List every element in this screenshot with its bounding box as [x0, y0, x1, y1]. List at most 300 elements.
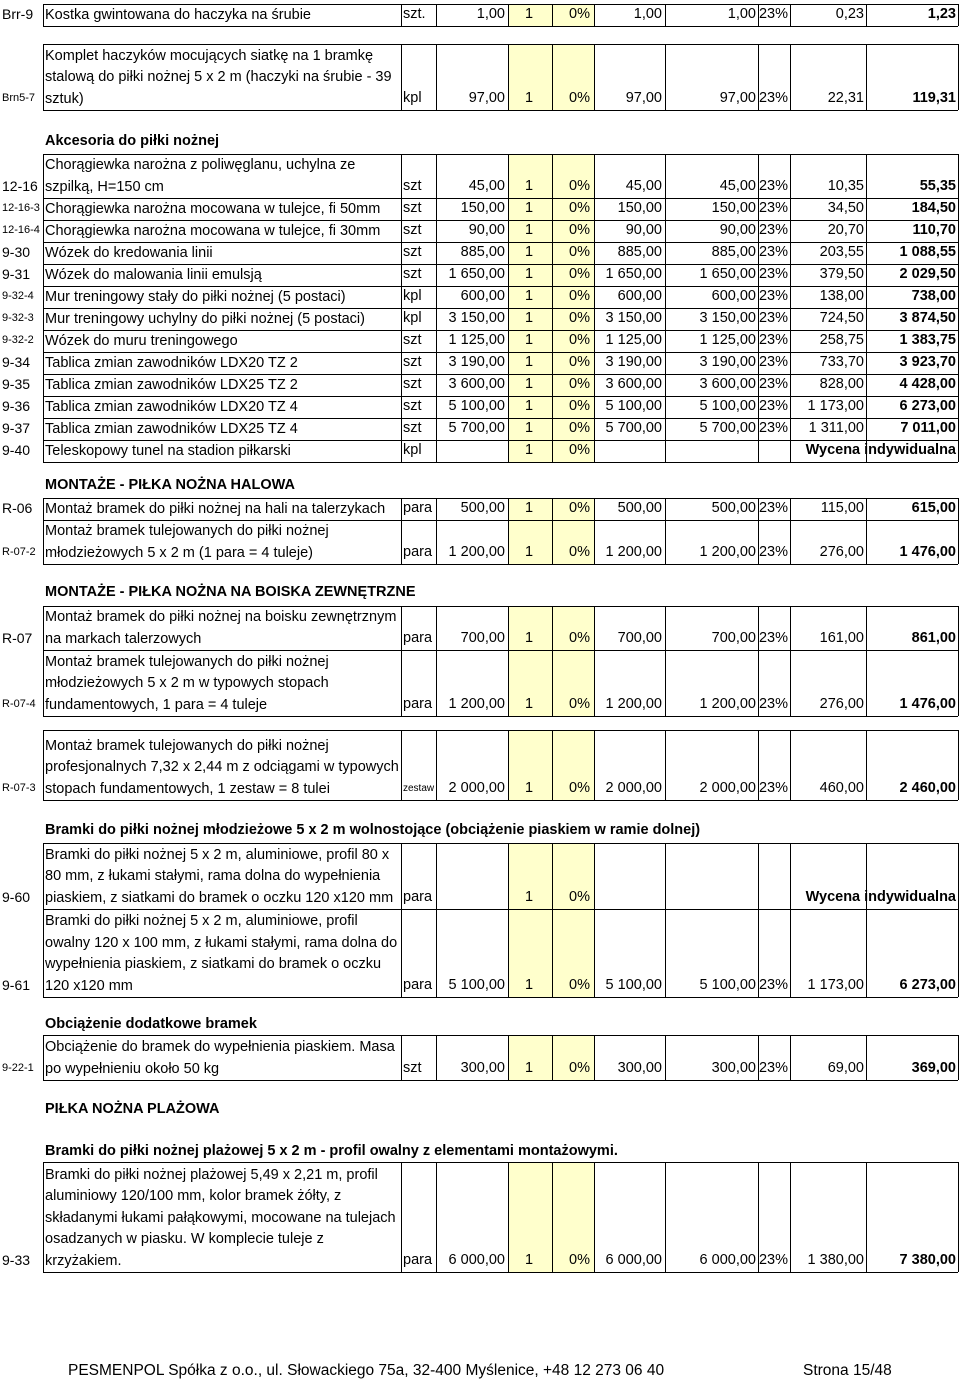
grid-line [43, 26, 958, 27]
item-description: Kostka gwintowana do haczyka na śrubie [45, 6, 311, 23]
grid-line [665, 843, 666, 997]
item-unit: para [403, 630, 433, 646]
table-row [0, 264, 960, 286]
grid-line [594, 606, 595, 716]
quantity: 1 [524, 244, 534, 260]
item-unit: kpl [403, 90, 422, 106]
grid-line [552, 498, 553, 564]
table-row [0, 198, 960, 220]
item-code: R-07 [2, 630, 33, 646]
item-code: 9-34 [2, 354, 31, 370]
item-description: Chorągiewka narożna z poliwęglanu, uchylna ze szpilką, H=150 cm [45, 157, 356, 195]
net-value: 1,00 [727, 6, 756, 22]
item-unit: szt [403, 420, 422, 436]
table-row [0, 220, 960, 242]
item-unit: para [403, 544, 433, 560]
vat-amount: 22,31 [827, 90, 864, 106]
grid-line [594, 498, 595, 564]
grid-line [552, 843, 553, 997]
grid-line [758, 1035, 759, 1080]
quantity: 1 [524, 1060, 534, 1076]
gross-value: 110,70 [912, 222, 956, 238]
grid-line [43, 1162, 958, 1163]
net-value: 500,00 [711, 500, 756, 516]
net-value: 3 600,00 [699, 376, 756, 392]
vat-amount: 733,70 [819, 354, 864, 370]
item-description: Wózek do kredowania linii [45, 244, 213, 261]
net-value: 5 700,00 [699, 420, 756, 436]
gross-value: 119,31 [912, 90, 956, 106]
price-after-discount: 6 000,00 [605, 1252, 662, 1268]
section-heading-youth-goals: Bramki do piłki nożnej młodzieżowe 5 x 2 m wolnostojące (obciążenie piaskiem w ramie dolnej) [45, 822, 701, 838]
grid-line [401, 44, 402, 110]
discount: 0% [569, 288, 590, 304]
price-after-discount: 45,00 [625, 178, 662, 194]
item-unit: szt [403, 354, 422, 370]
item-description: Wózek do malowania linii emulsją [45, 266, 262, 283]
grid-line [401, 1035, 402, 1080]
grid-line [43, 1080, 958, 1081]
vat-rate: 23% [758, 420, 788, 436]
quantity: 1 [524, 696, 534, 712]
item-code: 9-35 [2, 376, 31, 392]
section-heading-accessories: Akcesoria do piłki nożnej [45, 133, 220, 149]
gross-value: 3 874,50 [899, 310, 956, 326]
discount: 0% [569, 6, 590, 22]
net-value: 300,00 [711, 1060, 756, 1076]
grid-line [43, 606, 44, 716]
vat-amount: 138,00 [819, 288, 864, 304]
grid-line [436, 4, 437, 26]
table-row [0, 4, 960, 26]
item-unit: szt [403, 398, 422, 414]
grid-line [43, 520, 958, 521]
unit-price: 1 650,00 [448, 266, 505, 282]
price-after-discount: 1 125,00 [605, 332, 662, 348]
item-unit: kpl [403, 442, 422, 458]
quantity: 1 [524, 977, 534, 993]
grid-line [866, 44, 867, 110]
company-address: PESMENPOL Spółka z o.o., ul. Słowackiego 75a, 32-400 Myślenice, +48 12 273 06 40 [68, 1362, 665, 1379]
unit-price: 150,00 [460, 200, 505, 216]
grid-line [43, 44, 44, 110]
table-row [0, 730, 960, 800]
grid-line [594, 730, 595, 800]
item-code: 9-40 [2, 442, 31, 458]
price-after-discount: 5 700,00 [605, 420, 662, 436]
price-after-discount: 1 650,00 [605, 266, 662, 282]
discount: 0% [569, 544, 590, 560]
item-description: Wózek do muru treningowego [45, 332, 238, 349]
table-row [0, 440, 960, 462]
grid-line [43, 220, 958, 221]
item-description: Komplet haczyków mocujących siatkę na 1 bramkę stalową do piłki nożnej 5 x 2 m (haczyki na śrubie - 39 sztuk) [45, 47, 392, 107]
grid-line [958, 498, 959, 564]
quantity: 1 [524, 310, 534, 326]
grid-line [790, 4, 791, 26]
grid-line [866, 843, 867, 997]
item-description: Bramki do piłki nożnej 5 x 2 m, aluminiowe, profil 80 x 80 mm, z łukami stałymi, rama dolna do wypełnienia piaskiem, z siatkami do bramek o oczku 120 x120 mm [45, 846, 394, 906]
unit-price: 2 000,00 [448, 780, 505, 796]
unit-price: 1 125,00 [448, 332, 505, 348]
quantity: 1 [524, 222, 534, 238]
vat-amount: 115,00 [820, 500, 864, 516]
grid-line [790, 730, 791, 800]
gross-value: 6 273,00 [899, 977, 956, 993]
unit-price: 97,00 [468, 90, 505, 106]
quantity: 1 [524, 1252, 534, 1268]
table-row [0, 44, 960, 110]
grid-line [43, 1035, 958, 1036]
gross-value: 184,50 [911, 200, 956, 216]
grid-line [790, 498, 791, 564]
discount: 0% [569, 500, 590, 516]
table-row [0, 308, 960, 330]
grid-line [958, 606, 959, 716]
grid-line [508, 843, 509, 997]
discount: 0% [569, 266, 590, 282]
gross-value: 738,00 [911, 288, 956, 304]
gross-value: 2 029,50 [899, 266, 956, 282]
discount: 0% [569, 244, 590, 260]
grid-line [790, 606, 791, 716]
gross-value: 861,00 [911, 630, 956, 646]
grid-line [43, 498, 958, 499]
quantity: 1 [524, 376, 534, 392]
gross-value: 1 088,55 [899, 244, 956, 260]
vat-rate: 23% [758, 398, 788, 414]
table-row [0, 606, 960, 650]
grid-line [958, 1035, 959, 1080]
grid-line [401, 4, 402, 26]
grid-line [958, 44, 959, 110]
grid-line [665, 44, 666, 110]
discount: 0% [569, 696, 590, 712]
item-code: 9-22-1 [2, 1062, 34, 1074]
grid-line [758, 4, 759, 26]
price-after-discount: 90,00 [625, 222, 662, 238]
quantity: 1 [524, 266, 534, 282]
item-unit: szt [403, 200, 422, 216]
unit-price: 1 200,00 [448, 696, 505, 712]
net-value: 1 200,00 [699, 696, 756, 712]
unit-price: 5 100,00 [448, 398, 505, 414]
item-code: Brr-9 [2, 6, 34, 22]
price-after-discount: 1 200,00 [605, 544, 662, 560]
grid-line [43, 1035, 44, 1080]
grid-line [43, 154, 958, 155]
price-after-discount: 150,00 [617, 200, 662, 216]
grid-line [43, 44, 958, 45]
item-code: 9-33 [2, 1252, 31, 1268]
price-after-discount: 3 150,00 [605, 310, 662, 326]
vat-rate: 23% [758, 630, 788, 646]
item-code: Brn5-7 [2, 92, 36, 104]
item-code: 12-16-3 [2, 202, 40, 214]
grid-line [594, 44, 595, 110]
quantity: 1 [524, 332, 534, 348]
vat-rate: 23% [758, 500, 788, 516]
grid-line [43, 843, 958, 844]
unit-price: 5 700,00 [448, 420, 505, 436]
item-unit: para [403, 977, 433, 993]
gross-value: 2 460,00 [899, 780, 956, 796]
item-code: R-07-4 [2, 698, 36, 710]
item-unit: szt [403, 376, 422, 392]
item-code: 9-60 [2, 889, 31, 905]
item-unit: para [403, 500, 433, 516]
grid-line [790, 1035, 791, 1080]
grid-line [958, 843, 959, 997]
price-after-discount: 97,00 [625, 90, 662, 106]
discount: 0% [569, 889, 590, 905]
net-value: 5 100,00 [699, 398, 756, 414]
grid-line [508, 730, 509, 800]
item-code: 9-32-3 [2, 312, 34, 324]
gross-value: 615,00 [911, 500, 956, 516]
item-description: Bramki do piłki nożnej plażowej 5,49 x 2,21 m, profil aluminiowy 120/100 mm, kolor bramek żółty, z składanymi łukami pałąkowymi, mocowane na tulejach osadzanych w piasku. W komplecie tuleje z krzyżakiem. [45, 1166, 396, 1269]
grid-line [508, 606, 509, 716]
item-code: 9-32-2 [2, 334, 34, 346]
net-value: 885,00 [711, 244, 756, 260]
vat-rate: 23% [758, 6, 788, 22]
discount: 0% [569, 178, 590, 194]
price-after-discount: 5 100,00 [605, 977, 662, 993]
item-description: Tablica zmian zawodników LDX20 TZ 2 [45, 354, 298, 371]
grid-line [401, 843, 402, 997]
grid-line [43, 997, 958, 998]
grid-line [43, 606, 958, 607]
table-row [0, 909, 960, 997]
quantity: 1 [524, 398, 534, 414]
grid-line [43, 462, 958, 463]
table-row [0, 843, 960, 909]
vat-rate: 23% [758, 780, 788, 796]
price-after-discount: 5 100,00 [605, 398, 662, 414]
item-description: Tablica zmian zawodników LDX25 TZ 4 [45, 420, 298, 437]
gross-value: 1 383,75 [899, 332, 956, 348]
grid-line [758, 1162, 759, 1272]
grid-line [552, 730, 553, 800]
page-number: Strona 15/48 [803, 1362, 892, 1379]
grid-line [758, 606, 759, 716]
item-unit: para [403, 1252, 433, 1268]
gross-value: 3 923,70 [899, 354, 956, 370]
grid-line [436, 1035, 437, 1080]
grid-line [43, 843, 44, 997]
item-unit: szt. [403, 6, 426, 22]
vat-amount: 1 311,00 [808, 420, 864, 436]
grid-line [790, 44, 791, 110]
quantity: 1 [524, 442, 534, 458]
quantity: 1 [524, 630, 534, 646]
vat-amount: 828,00 [819, 376, 864, 392]
vat-rate: 23% [758, 178, 788, 194]
individual-quote: Wycena indywidualna [805, 442, 956, 458]
grid-line [43, 242, 958, 243]
quantity: 1 [524, 889, 534, 905]
quantity: 1 [524, 420, 534, 436]
grid-line [790, 1162, 791, 1272]
grid-line [43, 1162, 44, 1272]
vat-amount: 379,50 [819, 266, 864, 282]
vat-amount: 0,23 [835, 6, 864, 22]
section-heading-outdoor-installation: MONTAŻE - PIŁKA NOŻNA NA BOISKA ZEWNĘTRZNE [45, 584, 416, 600]
vat-amount: 276,00 [819, 696, 864, 712]
grid-line [866, 4, 867, 26]
grid-line [508, 4, 509, 26]
table-row [0, 242, 960, 264]
grid-line [958, 4, 959, 26]
price-after-discount: 1,00 [633, 6, 662, 22]
discount: 0% [569, 442, 590, 458]
item-unit: szt [403, 178, 422, 194]
unit-price: 3 190,00 [448, 354, 505, 370]
price-after-discount: 885,00 [617, 244, 662, 260]
grid-line [508, 498, 509, 564]
individual-quote: Wycena indywidualna [805, 889, 956, 905]
net-value: 150,00 [711, 200, 756, 216]
price-after-discount: 700,00 [617, 630, 662, 646]
price-after-discount: 2 000,00 [605, 780, 662, 796]
vat-rate: 23% [758, 266, 788, 282]
quantity: 1 [524, 200, 534, 216]
grid-line [43, 198, 958, 199]
discount: 0% [569, 354, 590, 370]
item-description: Chorągiewka narożna mocowana w tulejce, fi 30mm [45, 222, 381, 239]
unit-price: 6 000,00 [448, 1252, 505, 1268]
grid-line [401, 498, 402, 564]
table-row [0, 330, 960, 352]
gross-value: 4 428,00 [899, 376, 956, 392]
grid-line [665, 4, 666, 26]
vat-amount: 1 173,00 [807, 398, 864, 414]
price-after-discount: 500,00 [617, 500, 662, 516]
discount: 0% [569, 977, 590, 993]
net-value: 1 125,00 [699, 332, 756, 348]
discount: 0% [569, 398, 590, 414]
item-unit: szt [403, 1060, 422, 1076]
section-heading-beach-soccer: PIŁKA NOŻNA PLAŻOWA [45, 1101, 220, 1117]
grid-line [758, 843, 759, 997]
vat-amount: 724,50 [819, 310, 864, 326]
table-row [0, 1162, 960, 1272]
vat-rate: 23% [758, 696, 788, 712]
unit-price: 300,00 [460, 1060, 505, 1076]
grid-line [43, 396, 958, 397]
grid-line [665, 1035, 666, 1080]
quantity: 1 [524, 780, 534, 796]
vat-amount: 276,00 [819, 544, 864, 560]
unit-price: 1,00 [476, 6, 505, 22]
item-description: Chorągiewka narożna mocowana w tulejce, fi 50mm [45, 200, 381, 217]
grid-line [436, 44, 437, 110]
vat-rate: 23% [758, 200, 788, 216]
item-code: 9-61 [2, 977, 31, 993]
item-description: Bramki do piłki nożnej 5 x 2 m, aluminiowe, profil owalny 120 x 100 mm, z łukami stałymi, rama dolna do wypełnienia piaskiem, z siatkami do bramek o oczku 120 x120 mm [45, 913, 398, 994]
vat-rate: 23% [758, 354, 788, 370]
grid-line [508, 44, 509, 110]
vat-rate: 23% [758, 376, 788, 392]
quantity: 1 [524, 354, 534, 370]
item-unit: kpl [403, 288, 422, 304]
item-code: R-06 [2, 500, 33, 516]
grid-line [43, 286, 958, 287]
grid-line [43, 264, 958, 265]
unit-price: 45,00 [468, 178, 505, 194]
item-unit: szt [403, 244, 422, 260]
net-value: 600,00 [711, 288, 756, 304]
unit-price: 3 150,00 [448, 310, 505, 326]
grid-line [43, 800, 958, 801]
price-after-discount: 3 600,00 [605, 376, 662, 392]
vat-amount: 10,35 [827, 178, 864, 194]
item-description: Mur treningowy stały do piłki nożnej (5 postaci) [45, 288, 346, 305]
gross-value: 1 476,00 [899, 544, 956, 560]
grid-line [436, 606, 437, 716]
item-unit: szt [403, 222, 422, 238]
item-description: Montaż bramek tulejowanych do piłki nożnej młodzieżowych 5 x 2 m (1 para = 4 tuleje) [45, 523, 329, 561]
item-code: R-07-3 [2, 782, 36, 794]
discount: 0% [569, 376, 590, 392]
table-row [0, 286, 960, 308]
unit-price: 885,00 [460, 244, 505, 260]
vat-amount: 161,00 [819, 630, 864, 646]
grid-line [43, 308, 958, 309]
grid-line [866, 1162, 867, 1272]
grid-line [43, 440, 958, 441]
vat-amount: 1 380,00 [807, 1252, 864, 1268]
grid-line [43, 498, 44, 564]
grid-line [665, 1162, 666, 1272]
grid-line [665, 730, 666, 800]
vat-rate: 23% [758, 332, 788, 348]
quantity: 1 [524, 178, 534, 194]
price-after-discount: 3 190,00 [605, 354, 662, 370]
table-row [0, 154, 960, 198]
quantity: 1 [524, 544, 534, 560]
grid-line [866, 730, 867, 800]
net-value: 2 000,00 [699, 780, 756, 796]
item-unit: zestaw [403, 783, 435, 794]
table-row [0, 498, 960, 520]
vat-rate: 23% [758, 977, 788, 993]
grid-line [43, 330, 958, 331]
grid-line [665, 606, 666, 716]
vat-rate: 23% [758, 544, 788, 560]
item-description: Montaż bramek tulejowanych do piłki nożnej młodzieżowych 5 x 2 m w typowych stopach fundamentowych, 1 para = 4 tuleje [45, 653, 329, 713]
grid-line [43, 716, 958, 717]
table-row [0, 418, 960, 440]
item-description: Teleskopowy tunel na stadion piłkarski [45, 442, 291, 459]
net-value: 3 190,00 [699, 354, 756, 370]
unit-price: 600,00 [460, 288, 505, 304]
item-code: 9-37 [2, 420, 31, 436]
grid-line [958, 154, 959, 462]
vat-amount: 203,55 [819, 244, 864, 260]
item-description: Mur treningowy uchylny do piłki nożnej (5 postaci) [45, 310, 365, 327]
vat-amount: 34,50 [827, 200, 864, 216]
table-row [0, 650, 960, 716]
discount: 0% [569, 332, 590, 348]
grid-line [436, 843, 437, 997]
discount: 0% [569, 310, 590, 326]
item-description: Montaż bramek tulejowanych do piłki nożnej profesjonalnych 7,32 x 2,44 m z odciągami w typowych stopach fundamentowych, 1 zestaw = 8 tulei [45, 737, 399, 797]
grid-line [758, 44, 759, 110]
table-row [0, 396, 960, 418]
discount: 0% [569, 200, 590, 216]
vat-amount: 20,70 [827, 222, 864, 238]
